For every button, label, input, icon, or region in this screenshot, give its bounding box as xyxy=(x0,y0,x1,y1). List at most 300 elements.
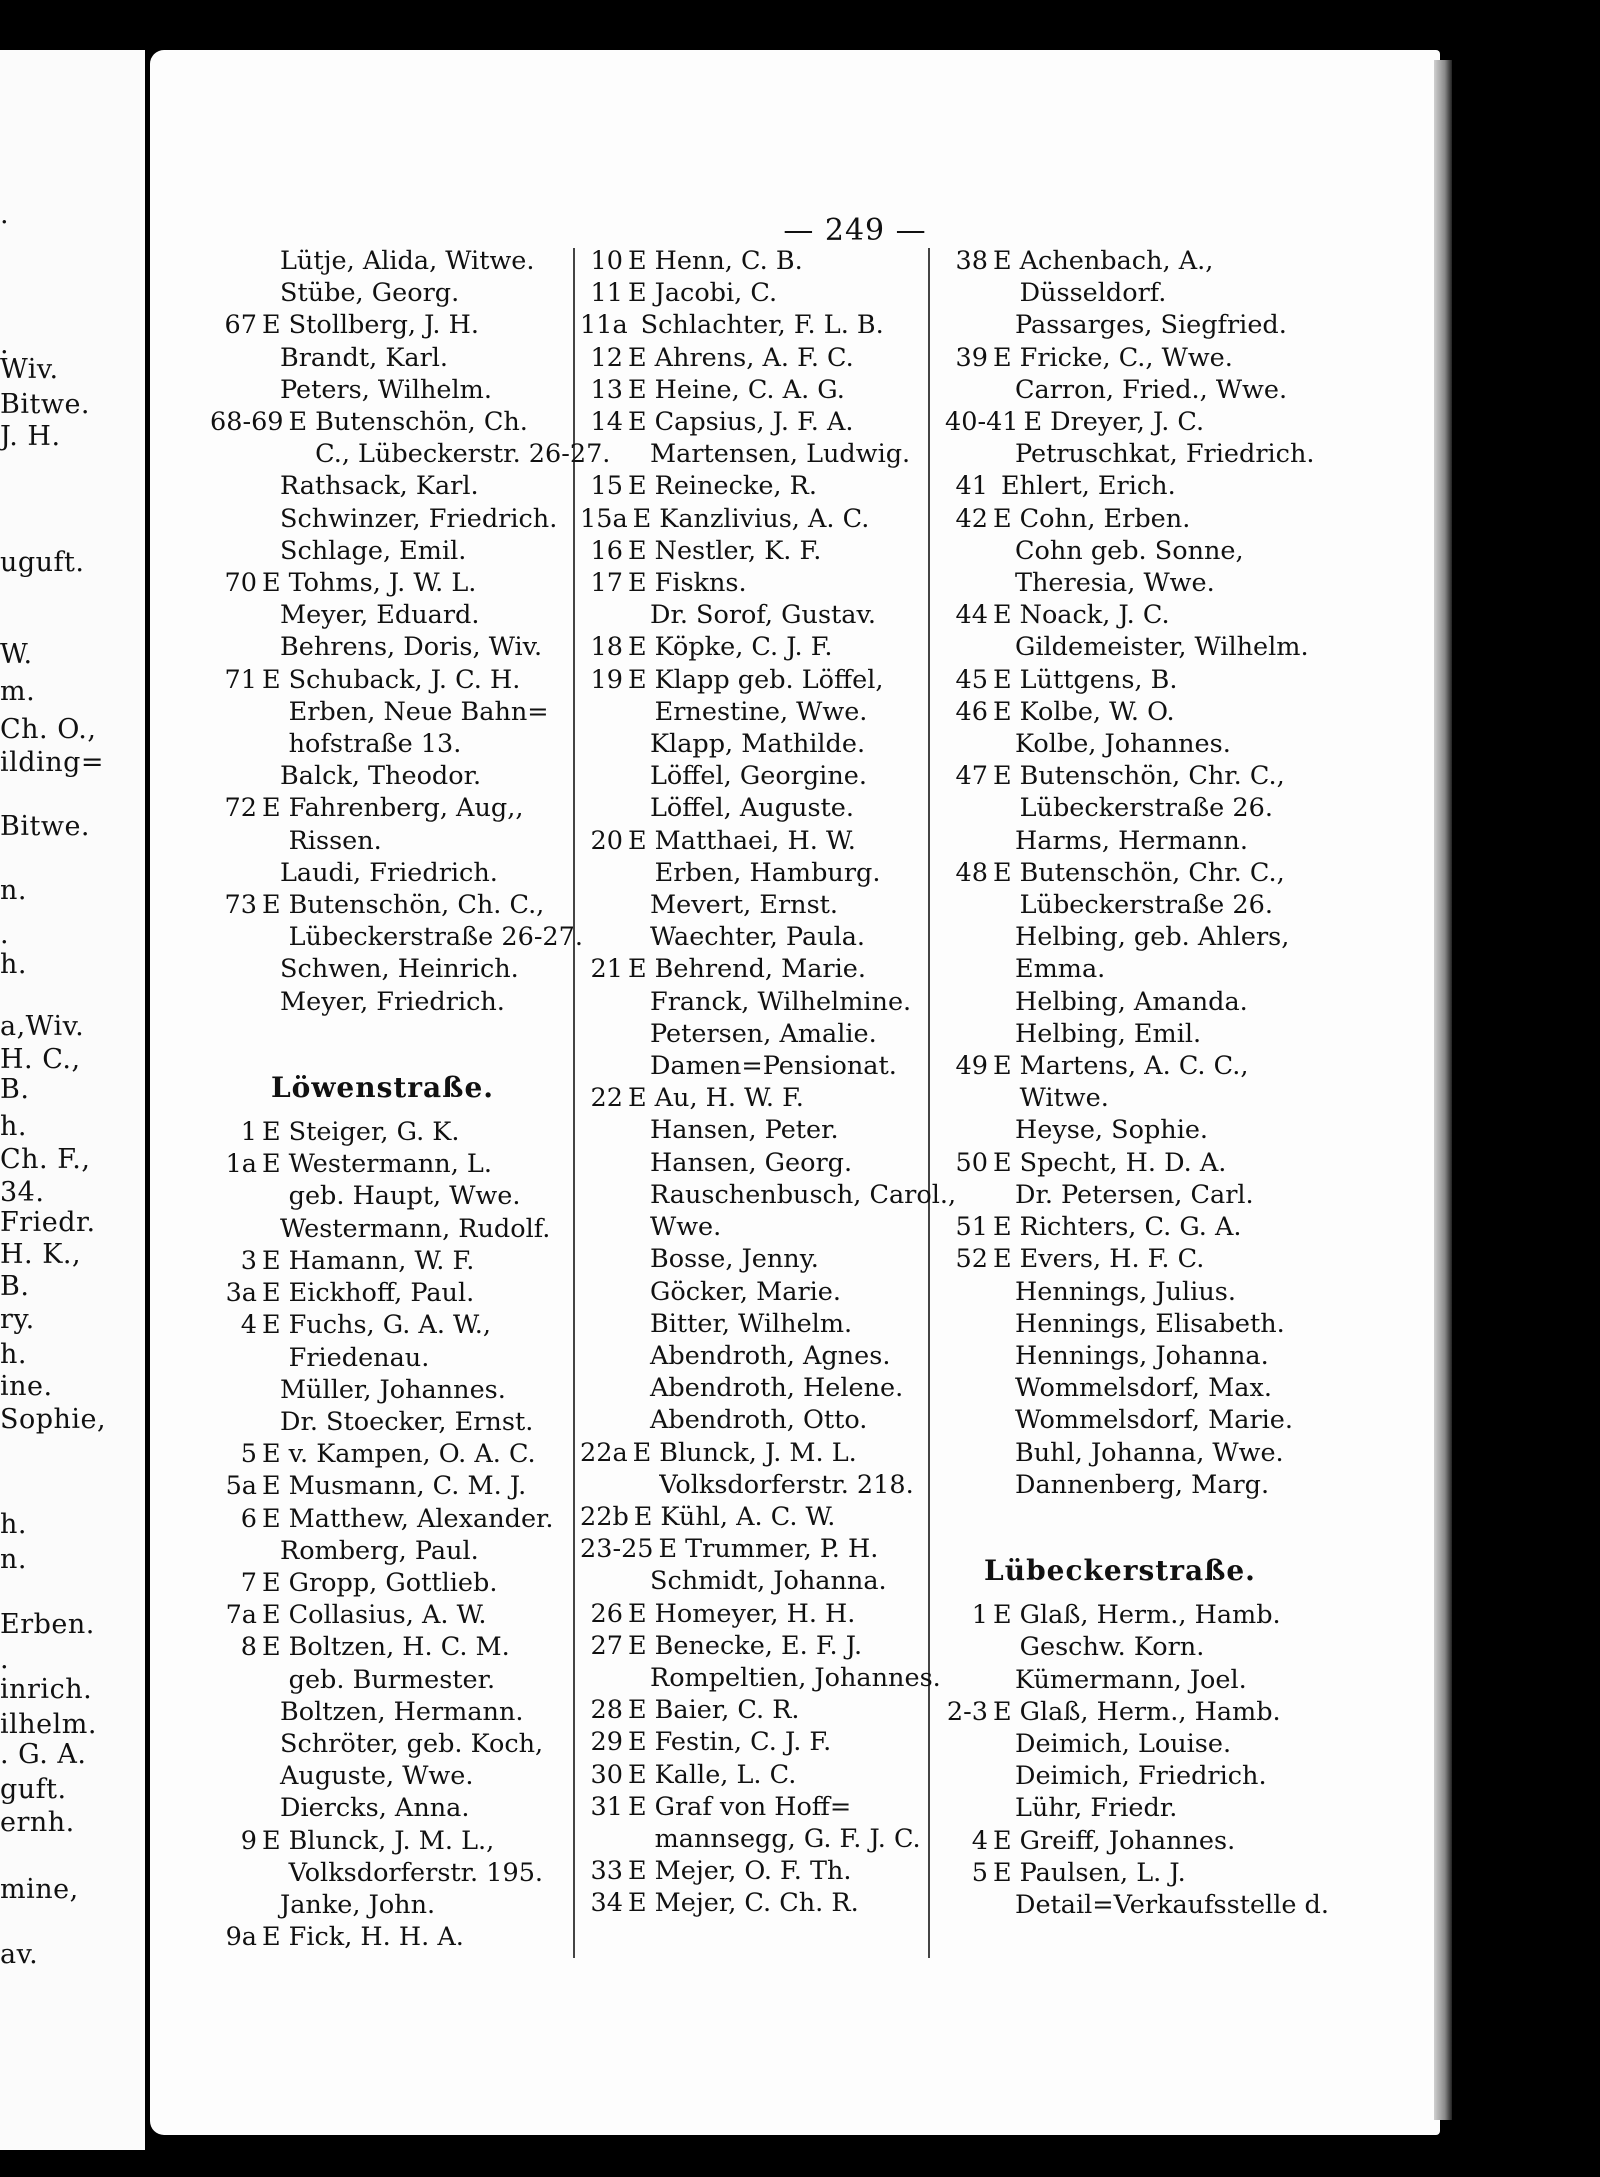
directory-entry xyxy=(945,1308,1295,1340)
owner-marker: E xyxy=(262,1245,281,1276)
directory-entry xyxy=(210,1277,555,1309)
resident-name xyxy=(580,792,925,824)
entry-line: Paulsen, L. J. xyxy=(1019,1857,1186,1888)
resident-name xyxy=(945,631,1309,663)
resident-name xyxy=(1020,342,1295,374)
page-number: — 249 — xyxy=(783,213,927,248)
directory-entry xyxy=(945,664,1295,696)
resident-name xyxy=(580,1276,925,1308)
directory-entry xyxy=(580,1630,925,1662)
directory-entry xyxy=(210,792,555,856)
directory-entry xyxy=(580,664,925,728)
owner-marker: E xyxy=(262,1632,281,1663)
directory-entry xyxy=(210,1406,555,1438)
entry-line: Evers, H. F. C. xyxy=(1019,1244,1205,1275)
resident-name xyxy=(210,953,555,985)
house-number: 22b xyxy=(580,1501,629,1532)
entry-line: Collasius, A. W. xyxy=(288,1600,487,1631)
entry-line: Rathsack, Karl. xyxy=(280,471,479,502)
entry-line: Abendroth, Helene. xyxy=(650,1373,904,1404)
entry-line: Damen=Pensionat. xyxy=(650,1051,897,1082)
resident-name xyxy=(945,438,1314,470)
entry-line: Boltzen, H. C. M. xyxy=(288,1632,510,1663)
directory-entry xyxy=(580,309,925,341)
entry-line: Fricke, C., Wwe. xyxy=(1019,342,1233,373)
directory-entry xyxy=(945,1340,1295,1372)
directory-entry xyxy=(210,889,583,953)
house-number: 22a xyxy=(580,1437,628,1468)
entry-line: Carron, Fried., Wwe. xyxy=(1015,374,1288,405)
directory-entry xyxy=(210,1792,555,1824)
house-number: 7 xyxy=(240,1567,257,1598)
resident-name xyxy=(210,631,555,663)
owner-marker: E xyxy=(262,1310,281,1341)
previous-page-text: av. xyxy=(0,1939,39,1970)
entry-line: Peters, Wilhelm. xyxy=(280,374,492,405)
entry-line: Helbing, Amanda. xyxy=(1015,986,1248,1017)
directory-entry xyxy=(945,1179,1295,1211)
previous-page-text: ry. xyxy=(0,1304,35,1335)
resident-name xyxy=(210,1535,555,1567)
resident-name xyxy=(1020,1147,1295,1179)
resident-name xyxy=(655,567,925,599)
entry-line: Harms, Hermann. xyxy=(1015,825,1248,856)
previous-page-text: mine, xyxy=(0,1874,79,1905)
owner-marker: E xyxy=(1023,407,1043,438)
house-number: 52 xyxy=(955,1244,988,1275)
entry-line: Friedenau. xyxy=(288,1342,430,1373)
entry-line: Wwe. xyxy=(650,1212,722,1243)
house-number: 10 xyxy=(590,246,623,276)
directory-entry xyxy=(945,599,1295,631)
entry-line: Auguste, Wwe. xyxy=(280,1761,474,1792)
directory-entry xyxy=(580,1404,925,1436)
resident-name xyxy=(289,1277,555,1309)
resident-name xyxy=(210,277,555,309)
entry-line: Düsseldorf. xyxy=(1019,278,1167,309)
house-number: 3 xyxy=(240,1245,257,1276)
previous-page-text: W. xyxy=(0,639,33,670)
directory-entry xyxy=(580,470,925,502)
previous-page-fragment xyxy=(0,50,145,2150)
owner-marker: E xyxy=(993,1857,1012,1888)
house-number: 11 xyxy=(590,278,623,309)
previous-page-text: J. H. xyxy=(0,421,61,452)
resident-name xyxy=(580,1662,941,1694)
entry-line: Greiff, Johannes. xyxy=(1019,1825,1236,1856)
owner-marker: E xyxy=(993,1600,1012,1631)
column-rule xyxy=(573,248,575,1958)
directory-entry xyxy=(580,631,925,663)
directory-entry xyxy=(580,1855,925,1887)
directory-entry xyxy=(210,1213,555,1245)
directory-entry xyxy=(580,277,925,309)
directory-entry xyxy=(580,1147,925,1179)
resident-name xyxy=(289,567,555,599)
owner-marker: E xyxy=(993,1825,1012,1856)
directory-entry xyxy=(210,953,555,985)
resident-name xyxy=(1020,664,1295,696)
resident-name xyxy=(1020,1599,1295,1663)
entry-line: Hennings, Elisabeth. xyxy=(1015,1308,1285,1339)
resident-name xyxy=(945,1664,1295,1696)
owner-marker: E xyxy=(993,503,1012,534)
house-number: 1a xyxy=(225,1149,257,1180)
previous-page-text: n. xyxy=(0,875,27,906)
entry-line: geb. Burmester. xyxy=(288,1664,496,1695)
directory-entry xyxy=(210,1631,555,1695)
entry-line: Fiskns. xyxy=(654,568,747,599)
directory-entry xyxy=(945,1792,1295,1824)
previous-page-text: Bitwe. xyxy=(0,389,90,420)
directory-entry xyxy=(580,1308,925,1340)
directory-entry xyxy=(945,1728,1295,1760)
resident-name xyxy=(945,825,1295,857)
entry-line: Lübeckerstraße 26-27. xyxy=(288,922,583,953)
house-number: 45 xyxy=(955,664,988,695)
directory-entry xyxy=(210,664,555,761)
directory-entry xyxy=(210,1374,555,1406)
house-number: 49 xyxy=(955,1051,988,1082)
resident-name xyxy=(315,406,610,470)
directory-entry xyxy=(210,1116,555,1148)
resident-name xyxy=(210,760,555,792)
spacer xyxy=(210,1018,555,1058)
entry-line: Musmann, C. M. J. xyxy=(288,1471,527,1502)
entry-line: Waechter, Paula. xyxy=(650,922,866,953)
house-number: 7a xyxy=(225,1600,257,1631)
directory-entry xyxy=(210,277,555,309)
entry-line: Homeyer, H. H. xyxy=(654,1598,856,1629)
directory-entry xyxy=(210,1535,555,1567)
directory-entry xyxy=(580,1694,925,1726)
directory-entry xyxy=(210,1567,555,1599)
resident-name xyxy=(945,1760,1295,1792)
resident-name xyxy=(945,1728,1295,1760)
resident-name xyxy=(580,1340,925,1372)
entry-line: Richters, C. G. A. xyxy=(1019,1212,1242,1243)
previous-page-text: Ch. O., xyxy=(0,714,97,745)
owner-marker: E xyxy=(288,407,308,438)
resident-name xyxy=(289,1470,555,1502)
resident-name xyxy=(655,631,925,663)
entry-line: Kanzlivius, A. C. xyxy=(659,503,870,534)
owner-marker: E xyxy=(628,568,647,599)
resident-name xyxy=(210,1213,555,1245)
page-edge xyxy=(1434,60,1452,2120)
entry-line: Schwen, Heinrich. xyxy=(280,954,519,985)
directory-entry xyxy=(945,1760,1295,1792)
house-number: 39 xyxy=(955,342,988,373)
directory-entry xyxy=(210,1438,555,1470)
entry-line: Gropp, Gottlieb. xyxy=(288,1567,498,1598)
house-number: 29 xyxy=(590,1727,623,1758)
resident-name xyxy=(655,1694,925,1726)
column-rule xyxy=(928,248,930,1958)
resident-name xyxy=(1020,857,1295,921)
directory-entry xyxy=(945,342,1295,374)
owner-marker: E xyxy=(993,600,1012,631)
directory-entry xyxy=(945,1599,1295,1663)
resident-name xyxy=(210,374,555,406)
directory-entry xyxy=(210,857,555,889)
entry-line: Klapp, Mathilde. xyxy=(650,729,866,760)
entry-line: Blunck, J. M. L. xyxy=(659,1437,857,1468)
resident-name xyxy=(210,503,557,535)
directory-entry xyxy=(945,825,1295,857)
entry-line: Brandt, Karl. xyxy=(280,342,449,373)
resident-name xyxy=(210,986,555,1018)
resident-name xyxy=(655,342,925,374)
previous-page-text: guft. xyxy=(0,1774,67,1805)
previous-page-text: Wiv. xyxy=(0,354,59,385)
previous-page-text: h. xyxy=(0,1339,27,1370)
directory-entry xyxy=(945,438,1315,470)
directory-entry xyxy=(580,1437,925,1501)
directory-entry xyxy=(210,342,555,374)
house-number: 26 xyxy=(590,1598,623,1629)
owner-marker: E xyxy=(262,664,281,695)
directory-entry xyxy=(945,1889,1329,1921)
house-number: 28 xyxy=(590,1695,623,1726)
owner-marker: E xyxy=(993,1051,1012,1082)
entry-line: Boltzen, Hermann. xyxy=(280,1696,524,1727)
directory-entry xyxy=(945,857,1295,921)
entry-line: Schuback, J. C. H. xyxy=(288,664,521,695)
entry-line: Schröter, geb. Koch, xyxy=(280,1728,544,1759)
resident-name xyxy=(945,1179,1295,1211)
entry-line: Bitter, Wilhelm. xyxy=(650,1308,853,1339)
entry-line: Heyse, Sophie. xyxy=(1015,1115,1209,1146)
house-number: 73 xyxy=(224,890,257,921)
resident-name xyxy=(655,406,925,438)
entry-line: Mejer, O. F. Th. xyxy=(654,1856,852,1887)
house-number: 72 xyxy=(224,793,257,824)
entry-line: Abendroth, Otto. xyxy=(650,1405,868,1436)
street-heading: Lübeckerstraße. xyxy=(984,1553,1256,1587)
house-number: 11a xyxy=(580,310,628,341)
resident-name xyxy=(945,1792,1295,1824)
resident-name xyxy=(1020,245,1295,309)
entry-line: C., Lübeckerstr. 26-27. xyxy=(315,439,611,470)
house-number: 2-3 xyxy=(946,1696,988,1727)
directory-entry xyxy=(210,1760,555,1792)
directory-entry xyxy=(580,1243,925,1275)
entry-line: Schlage, Emil. xyxy=(280,535,467,566)
entry-line: Stollberg, J. H. xyxy=(288,310,479,341)
resident-name xyxy=(289,1245,555,1277)
resident-name xyxy=(210,857,555,889)
owner-marker: E xyxy=(993,761,1012,792)
previous-page-text: . xyxy=(0,1644,10,1675)
resident-name xyxy=(580,1114,925,1146)
resident-name xyxy=(210,1406,555,1438)
entry-line: Abendroth, Agnes. xyxy=(650,1340,891,1371)
entry-line: Jacobi, C. xyxy=(654,278,778,309)
entry-line: Hennings, Johanna. xyxy=(1015,1340,1269,1371)
previous-page-text: Ch. F., xyxy=(0,1144,91,1175)
entry-line: mannsegg, G. F. J. C. xyxy=(654,1823,921,1854)
owner-marker: E xyxy=(993,1212,1012,1243)
resident-name xyxy=(641,309,925,341)
directory-entry xyxy=(580,1082,925,1114)
directory-entry xyxy=(580,728,925,760)
entry-line: Gildemeister, Wilhelm. xyxy=(1015,632,1309,663)
resident-name xyxy=(655,470,925,502)
entry-line: Glaß, Herm., Hamb. xyxy=(1019,1696,1281,1727)
directory-entry xyxy=(945,503,1295,535)
entry-line: Behrens, Doris, Wiv. xyxy=(280,632,543,663)
house-number: 44 xyxy=(955,600,988,631)
resident-name xyxy=(289,1309,555,1373)
directory-entry xyxy=(945,309,1295,341)
directory-entry xyxy=(210,1309,555,1373)
house-number: 47 xyxy=(955,761,988,792)
house-number: 67 xyxy=(224,310,257,341)
directory-entry xyxy=(945,535,1295,599)
entry-line: Göcker, Marie. xyxy=(650,1276,842,1307)
house-number: 15a xyxy=(580,503,628,534)
entry-line: Henn, C. B. xyxy=(654,246,803,276)
entry-line: Achenbach, A., xyxy=(1019,246,1214,276)
resident-name xyxy=(945,1276,1295,1308)
house-number: 14 xyxy=(590,407,623,438)
entry-line: Witwe. xyxy=(1019,1083,1109,1114)
previous-page-text: Friedr. xyxy=(0,1207,96,1238)
house-number: 40-41 xyxy=(945,407,1019,438)
previous-page-text: inrich. xyxy=(0,1674,93,1705)
house-number: 3a xyxy=(225,1278,257,1309)
entry-line: Rissen. xyxy=(288,825,382,856)
directory-entry xyxy=(945,696,1295,728)
resident-name xyxy=(289,1503,555,1535)
resident-name xyxy=(580,921,925,953)
resident-name xyxy=(289,664,555,761)
directory-entry xyxy=(210,1599,555,1631)
entry-line: Detail=Verkaufsstelle d. xyxy=(1015,1889,1329,1920)
directory-entry xyxy=(210,374,555,406)
entry-line: Matthaei, H. W. xyxy=(654,825,856,856)
resident-name xyxy=(289,1631,555,1695)
previous-page-text: Erben. xyxy=(0,1609,95,1640)
entry-line: Matthew, Alexander. xyxy=(288,1503,554,1534)
resident-name xyxy=(1020,760,1295,824)
entry-line: Schmidt, Johanna. xyxy=(650,1566,887,1597)
previous-page-text: . xyxy=(0,199,10,230)
directory-entry xyxy=(210,1148,555,1212)
entry-line: Butenschön, Chr. C., xyxy=(1019,857,1285,888)
directory-entry xyxy=(580,889,925,921)
house-number: 71 xyxy=(224,664,257,695)
entry-line: Tohms, J. W. L. xyxy=(288,568,477,599)
entry-line: Butenschön, Ch. xyxy=(315,407,528,438)
street-heading: Löwenstraße. xyxy=(270,1070,495,1104)
owner-marker: E xyxy=(262,1471,281,1502)
directory-entry xyxy=(580,1726,925,1758)
directory-entry xyxy=(580,1662,941,1694)
entry-line: Balck, Theodor. xyxy=(280,761,482,792)
owner-marker: E xyxy=(262,890,281,921)
house-number: 38 xyxy=(955,246,988,276)
directory-entry xyxy=(945,1437,1295,1469)
owner-marker xyxy=(633,309,641,341)
entry-line: Martensen, Ludwig. xyxy=(650,439,911,470)
resident-name xyxy=(289,792,555,856)
resident-name xyxy=(655,277,925,309)
owner-marker: E xyxy=(628,535,647,566)
entry-line: Petersen, Amalie. xyxy=(650,1018,877,1049)
entry-line: Kolbe, W. O. xyxy=(1019,696,1175,727)
entry-line: Butenschön, Ch. C., xyxy=(288,890,545,921)
directory-entry xyxy=(945,986,1295,1018)
entry-line: Dr. Stoecker, Ernst. xyxy=(280,1406,534,1437)
directory-entry xyxy=(580,1050,925,1082)
directory-entry xyxy=(210,535,555,567)
directory-column-2 xyxy=(580,245,957,1920)
directory-entry xyxy=(580,567,925,599)
entry-line: Janke, John. xyxy=(280,1889,436,1920)
entry-line: Romberg, Paul. xyxy=(280,1535,479,1566)
entry-line: Lübeckerstraße 26. xyxy=(1019,793,1273,824)
resident-name xyxy=(210,1728,555,1760)
house-number: 13 xyxy=(590,374,623,405)
entry-line: Volksdorferstr. 195. xyxy=(288,1857,544,1888)
entry-line: Fuchs, G. A. W., xyxy=(288,1310,492,1341)
resident-name xyxy=(580,599,925,631)
resident-name xyxy=(210,245,555,277)
resident-name xyxy=(289,1438,555,1470)
entry-line: Löffel, Auguste. xyxy=(650,793,854,824)
entry-line: Meyer, Friedrich. xyxy=(280,986,505,1017)
owner-marker: E xyxy=(262,1439,281,1470)
directory-entry xyxy=(580,342,925,374)
directory-entry xyxy=(945,1372,1295,1404)
resident-name xyxy=(1020,599,1295,631)
owner-marker: E xyxy=(628,1695,647,1726)
resident-name xyxy=(580,986,925,1018)
resident-name xyxy=(210,1696,555,1728)
directory-entry xyxy=(580,599,925,631)
previous-page-text: a,Wiv. xyxy=(0,1011,85,1042)
resident-name xyxy=(580,1050,925,1082)
house-number: 33 xyxy=(590,1856,623,1887)
entry-line: Schwinzer, Friedrich. xyxy=(280,503,558,534)
previous-page-text: B. xyxy=(0,1271,30,1302)
directory-entry xyxy=(945,1664,1295,1696)
house-number: 48 xyxy=(955,857,988,888)
house-number: 5 xyxy=(240,1439,257,1470)
directory-entry xyxy=(580,1791,925,1855)
house-number: 70 xyxy=(224,568,257,599)
directory-entry xyxy=(945,374,1295,406)
directory-entry xyxy=(945,1696,1295,1728)
resident-name xyxy=(580,1147,925,1179)
owner-marker: E xyxy=(628,1791,647,1822)
entry-line: Fick, H. H. A. xyxy=(288,1922,464,1953)
house-number: 4 xyxy=(971,1825,988,1856)
owner-marker: E xyxy=(262,1149,281,1180)
resident-name xyxy=(945,1114,1295,1146)
resident-name xyxy=(1020,503,1295,535)
directory-entry xyxy=(580,1887,925,1919)
house-number: 4 xyxy=(240,1310,257,1341)
owner-marker: E xyxy=(993,342,1012,373)
resident-name xyxy=(685,1533,925,1565)
owner-marker: E xyxy=(993,696,1012,727)
resident-name xyxy=(655,374,925,406)
entry-line: Klapp geb. Löffel, xyxy=(654,664,884,695)
previous-page-text: ilding= xyxy=(0,747,104,778)
